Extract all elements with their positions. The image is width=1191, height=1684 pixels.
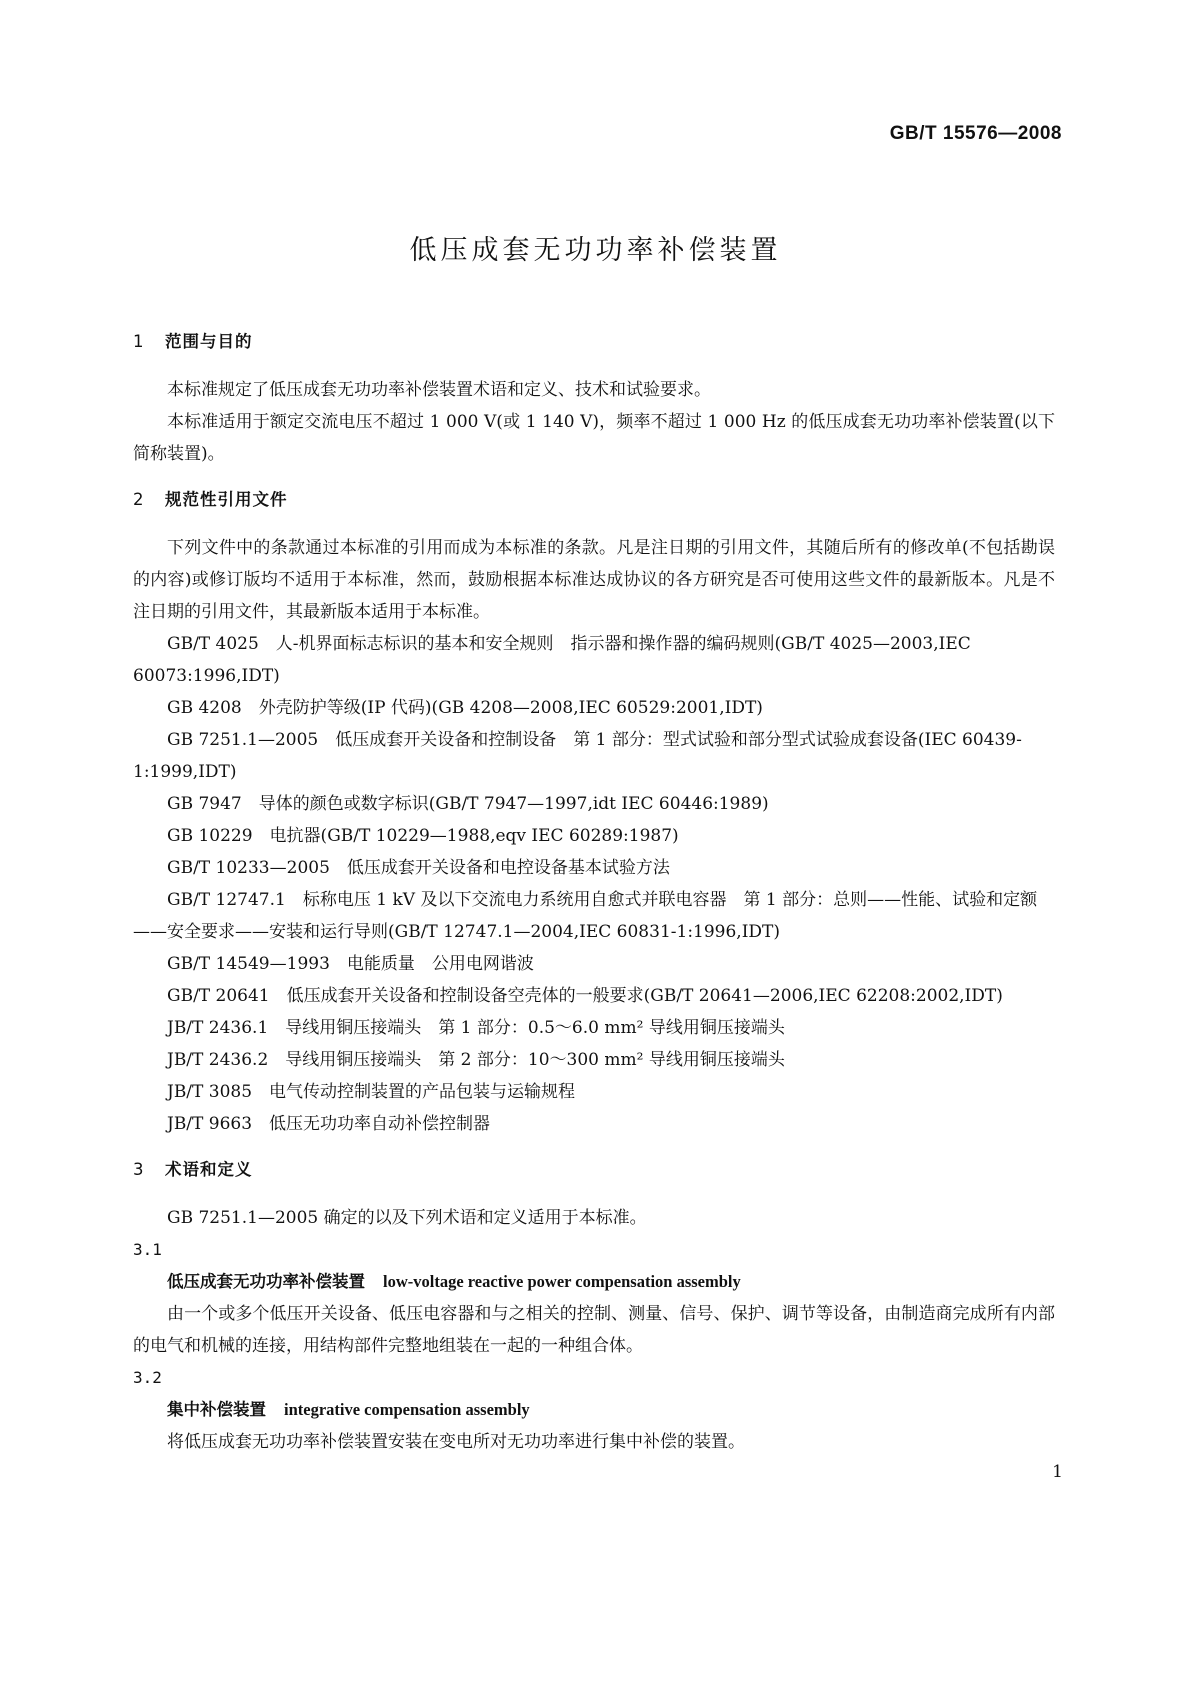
reference-item: GB 4208 外壳防护等级(IP 代码)(GB 4208—2008,IEC 60529:2001,IDT) xyxy=(167,698,763,718)
reference-item: GB/T 20641 低压成套开关设备和控制设备空壳体的一般要求(GB/T 20641—2006,IEC 62208:2002,IDT) xyxy=(167,986,1003,1006)
section-number: 2 xyxy=(133,490,145,509)
reference-item: JB/T 9663 低压无功功率自动补偿控制器 xyxy=(167,1114,491,1134)
section-title: 术语和定义 xyxy=(165,1160,253,1179)
reference-item: GB/T 12747.1 标称电压 1 kV 及以下交流电力系统用自愈式并联电容器 第 1 部分：总则——性能、试验和定额——安全要求——安装和运行导则(GB/T 12747.1—2004,IEC 60831-1:1996,IDT) xyxy=(133,890,1038,942)
paragraph: GB 7251.1—2005 确定的以及下列术语和定义适用于本标准。 xyxy=(167,1208,647,1228)
term-english: low-voltage reactive power compensation assembly xyxy=(383,1272,741,1291)
standard-number: GB/T 15576—2008 xyxy=(889,123,1062,144)
term-chinese: 低压成套无功功率补偿装置 xyxy=(167,1272,365,1291)
reference-item: GB/T 4025 人-机界面标志标识的基本和安全规则 指示器和操作器的编码规则(GB/T 4025—2003,IEC 60073:1996,IDT) xyxy=(133,634,971,686)
section-3-heading xyxy=(133,1154,1055,1186)
reference-item: GB/T 10233—2005 低压成套开关设备和电控设备基本试验方法 xyxy=(167,858,670,878)
document-body xyxy=(133,326,1055,1458)
section-number: 1 xyxy=(133,332,145,351)
reference-item: JB/T 2436.2 导线用铜压接端头 第 2 部分：10～300 mm² 导线用铜压接端头 xyxy=(167,1050,785,1070)
section-2-heading xyxy=(133,484,1055,516)
section-title: 范围与目的 xyxy=(165,332,253,351)
clause-number: 3.2 xyxy=(133,1368,162,1387)
clause-number: 3.1 xyxy=(133,1240,162,1259)
document-title: 低压成套无功功率补偿装置 xyxy=(409,235,782,266)
section-1-heading xyxy=(133,326,1055,358)
term-heading xyxy=(133,1266,1055,1298)
section-number: 3 xyxy=(133,1160,145,1179)
section-title: 规范性引用文件 xyxy=(165,490,288,509)
page-number: 1 xyxy=(1052,1462,1063,1482)
reference-item: GB 7947 导体的颜色或数字标识(GB/T 7947—1997,idt IEC 60446:1989) xyxy=(167,794,769,814)
paragraph: 本标准适用于额定交流电压不超过 1 000 V(或 1 140 V)，频率不超过 1 000 Hz 的低压成套无功功率补偿装置(以下简称装置)。 xyxy=(133,412,1055,464)
term-definition: 由一个或多个低压开关设备、低压电容器和与之相关的控制、测量、信号、保护、调节等设备，由制造商完成所有内部的电气和机械的连接，用结构部件完整地组装在一起的一种组合体。 xyxy=(133,1304,1055,1356)
reference-item: JB/T 2436.1 导线用铜压接端头 第 1 部分：0.5～6.0 mm² 导线用铜压接端头 xyxy=(167,1018,785,1038)
reference-item: GB 10229 电抗器(GB/T 10229—1988,eqv IEC 60289:1987) xyxy=(167,826,679,846)
term-definition: 将低压成套无功功率补偿装置安装在变电所对无功功率进行集中补偿的装置。 xyxy=(167,1432,745,1452)
term-chinese: 集中补偿装置 xyxy=(167,1400,266,1419)
paragraph: 本标准规定了低压成套无功功率补偿装置术语和定义、技术和试验要求。 xyxy=(167,380,711,400)
reference-item: GB/T 14549—1993 电能质量 公用电网谐波 xyxy=(167,954,534,974)
term-english: integrative compensation assembly xyxy=(284,1400,530,1419)
term-heading xyxy=(133,1394,1055,1426)
reference-item: JB/T 3085 电气传动控制装置的产品包装与运输规程 xyxy=(167,1082,576,1102)
paragraph: 下列文件中的条款通过本标准的引用而成为本标准的条款。凡是注日期的引用文件，其随后所有的修改单(不包括勘误的内容)或修订版均不适用于本标准，然而，鼓励根据本标准达成协议的各方研究是否可使用这些文件的最新版本。凡是不注日期的引用文件，其最新版本适用于本标准。 xyxy=(133,538,1055,622)
reference-item: GB 7251.1—2005 低压成套开关设备和控制设备 第 1 部分：型式试验和部分型式试验成套设备(IEC 60439-1:1999,IDT) xyxy=(133,730,1022,782)
